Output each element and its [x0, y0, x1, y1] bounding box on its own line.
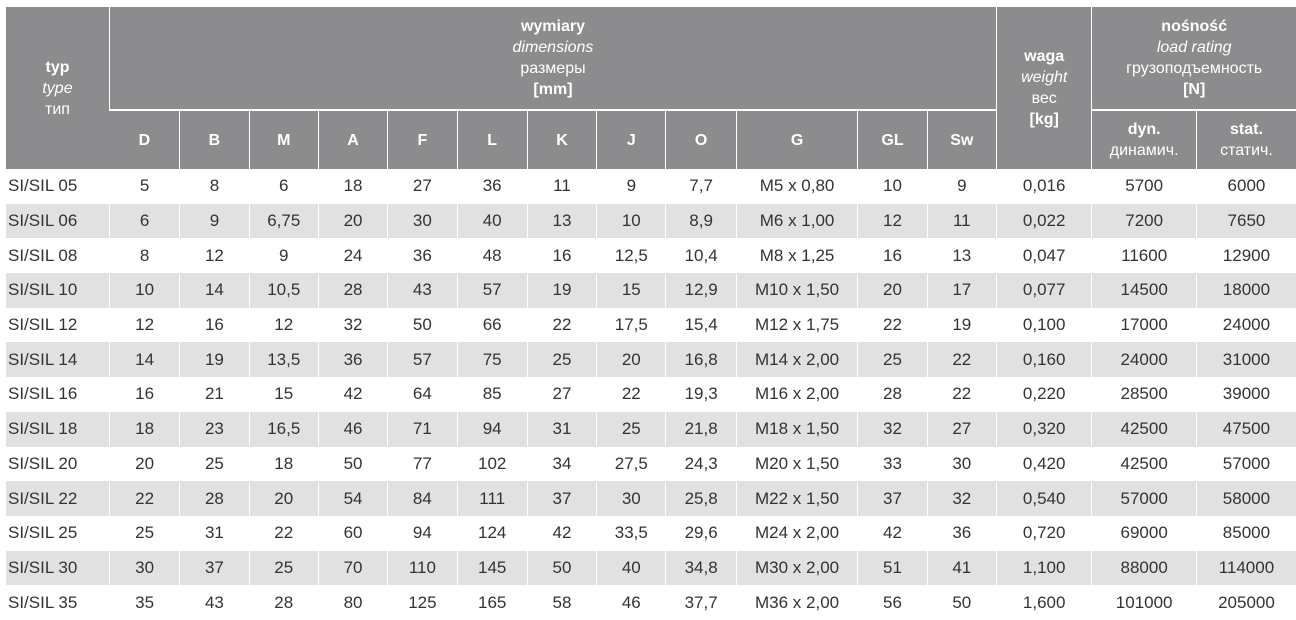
cell-D: 5 [109, 169, 179, 204]
cell-O: 34,8 [666, 551, 736, 586]
cell-F: 94 [388, 516, 457, 551]
cell-M: 20 [249, 481, 318, 516]
cell-A: 28 [318, 273, 387, 308]
cell-O: 24,3 [666, 447, 736, 482]
cell-J: 10 [597, 204, 666, 239]
cell-dyn: 42500 [1092, 447, 1196, 482]
cell-stat: 39000 [1196, 377, 1296, 412]
cell-O: 37,7 [666, 585, 736, 620]
cell-Sw: 22 [927, 342, 996, 377]
cell-K: 22 [527, 308, 596, 343]
cell-weight: 1,600 [996, 585, 1091, 620]
header-weight-unit: [kg] [1029, 111, 1059, 128]
cell-L: 75 [457, 342, 527, 377]
table-row [6, 273, 1296, 308]
cell-type: SI/SIL 25 [6, 516, 109, 551]
cell-K: 42 [527, 516, 596, 551]
cell-L: 111 [457, 481, 527, 516]
cell-D: 35 [109, 585, 179, 620]
cell-B: 21 [180, 377, 249, 412]
cell-L: 102 [457, 447, 527, 482]
header-load-pl: nośność [1161, 18, 1228, 35]
table-row [6, 204, 1296, 239]
cell-GL: 56 [858, 585, 927, 620]
cell-J: 12,5 [597, 238, 666, 273]
cell-Sw: 19 [927, 308, 996, 343]
table-row [6, 308, 1296, 343]
cell-B: 14 [180, 273, 249, 308]
cell-weight: 0,720 [996, 516, 1091, 551]
header-dimensions-pl: wymiary [520, 18, 585, 35]
cell-M: 10,5 [249, 273, 318, 308]
cell-stat: 12900 [1196, 238, 1296, 273]
cell-F: 43 [388, 273, 457, 308]
cell-GL: 20 [858, 273, 927, 308]
cell-GL: 25 [858, 342, 927, 377]
header-dimensions-en: dimensions [512, 39, 594, 56]
cell-A: 50 [318, 447, 387, 482]
cell-L: 94 [457, 412, 527, 447]
cell-L: 57 [457, 273, 527, 308]
cell-G: M10 x 1,50 [736, 273, 858, 308]
col-header-GL: GL [858, 110, 927, 169]
cell-D: 14 [109, 342, 179, 377]
cell-F: 57 [388, 342, 457, 377]
col-header-F: F [388, 110, 457, 169]
cell-G: M30 x 2,00 [736, 551, 858, 586]
cell-GL: 37 [858, 481, 927, 516]
cell-L: 48 [457, 238, 527, 273]
col-header-G: G [736, 110, 858, 169]
cell-stat: 85000 [1196, 516, 1296, 551]
cell-D: 12 [109, 308, 179, 343]
cell-L: 165 [457, 585, 527, 620]
cell-Sw: 30 [927, 447, 996, 482]
table-row [6, 169, 1296, 204]
cell-GL: 16 [858, 238, 927, 273]
cell-stat: 205000 [1196, 585, 1296, 620]
cell-A: 42 [318, 377, 387, 412]
cell-dyn: 28500 [1092, 377, 1196, 412]
cell-dyn: 14500 [1092, 273, 1196, 308]
table-row [6, 481, 1296, 516]
cell-stat: 57000 [1196, 447, 1296, 482]
cell-weight: 0,160 [996, 342, 1091, 377]
cell-type: SI/SIL 12 [6, 308, 109, 343]
cell-weight: 0,220 [996, 377, 1091, 412]
cell-Sw: 27 [927, 412, 996, 447]
cell-B: 23 [180, 412, 249, 447]
cell-G: M36 x 2,00 [736, 585, 858, 620]
col-header-K: K [527, 110, 596, 169]
cell-D: 18 [109, 412, 179, 447]
cell-type: SI/SIL 06 [6, 204, 109, 239]
cell-M: 12 [249, 308, 318, 343]
cell-weight: 0,047 [996, 238, 1091, 273]
cell-D: 20 [109, 447, 179, 482]
cell-K: 13 [527, 204, 596, 239]
cell-type: SI/SIL 35 [6, 585, 109, 620]
header-weight-en: weight [1021, 69, 1068, 86]
col-header-dyn-ru: динамич. [1109, 142, 1179, 159]
cell-Sw: 22 [927, 377, 996, 412]
cell-F: 71 [388, 412, 457, 447]
header-load [1092, 7, 1296, 110]
cell-D: 30 [109, 551, 179, 586]
header-weight-ru: вес [1031, 90, 1057, 107]
cell-Sw: 13 [927, 238, 996, 273]
col-header-J: J [597, 110, 666, 169]
cell-stat: 47500 [1196, 412, 1296, 447]
cell-GL: 12 [858, 204, 927, 239]
cell-type: SI/SIL 08 [6, 238, 109, 273]
col-header-B: B [180, 110, 249, 169]
cell-D: 22 [109, 481, 179, 516]
cell-L: 40 [457, 204, 527, 239]
col-header-D: D [109, 110, 179, 169]
cell-L: 145 [457, 551, 527, 586]
cell-A: 60 [318, 516, 387, 551]
cell-M: 16,5 [249, 412, 318, 447]
cell-B: 16 [180, 308, 249, 343]
col-header-Sw: Sw [927, 110, 996, 169]
col-header-L: L [457, 110, 527, 169]
header-type [6, 7, 109, 169]
cell-M: 22 [249, 516, 318, 551]
cell-F: 110 [388, 551, 457, 586]
cell-dyn: 11600 [1092, 238, 1196, 273]
cell-stat: 6000 [1196, 169, 1296, 204]
cell-J: 27,5 [597, 447, 666, 482]
cell-A: 32 [318, 308, 387, 343]
cell-J: 30 [597, 481, 666, 516]
cell-M: 18 [249, 447, 318, 482]
cell-F: 50 [388, 308, 457, 343]
table-row [6, 377, 1296, 412]
cell-O: 7,7 [666, 169, 736, 204]
cell-GL: 10 [858, 169, 927, 204]
cell-G: M14 x 2,00 [736, 342, 858, 377]
cell-M: 15 [249, 377, 318, 412]
cell-K: 19 [527, 273, 596, 308]
cell-J: 20 [597, 342, 666, 377]
cell-GL: 42 [858, 516, 927, 551]
cell-stat: 24000 [1196, 308, 1296, 343]
cell-Sw: 32 [927, 481, 996, 516]
cell-G: M16 x 2,00 [736, 377, 858, 412]
cell-type: SI/SIL 16 [6, 377, 109, 412]
cell-D: 25 [109, 516, 179, 551]
cell-dyn: 5700 [1092, 169, 1196, 204]
cell-O: 29,6 [666, 516, 736, 551]
spec-table [6, 7, 1296, 620]
cell-G: M24 x 2,00 [736, 516, 858, 551]
cell-J: 46 [597, 585, 666, 620]
cell-D: 10 [109, 273, 179, 308]
cell-B: 8 [180, 169, 249, 204]
table-row [6, 516, 1296, 551]
cell-J: 15 [597, 273, 666, 308]
cell-A: 46 [318, 412, 387, 447]
cell-M: 6,75 [249, 204, 318, 239]
cell-J: 33,5 [597, 516, 666, 551]
cell-L: 36 [457, 169, 527, 204]
cell-K: 37 [527, 481, 596, 516]
cell-dyn: 57000 [1092, 481, 1196, 516]
cell-weight: 1,100 [996, 551, 1091, 586]
cell-weight: 0,420 [996, 447, 1091, 482]
cell-L: 66 [457, 308, 527, 343]
header-dimensions [109, 7, 996, 110]
cell-J: 9 [597, 169, 666, 204]
cell-type: SI/SIL 20 [6, 447, 109, 482]
cell-K: 50 [527, 551, 596, 586]
cell-K: 27 [527, 377, 596, 412]
header-type-ru: тип [45, 100, 70, 118]
cell-F: 27 [388, 169, 457, 204]
cell-K: 16 [527, 238, 596, 273]
cell-weight: 0,077 [996, 273, 1091, 308]
cell-weight: 0,540 [996, 481, 1091, 516]
cell-K: 31 [527, 412, 596, 447]
cell-weight: 0,320 [996, 412, 1091, 447]
cell-K: 25 [527, 342, 596, 377]
cell-stat: 18000 [1196, 273, 1296, 308]
header-type-en: type [42, 79, 73, 97]
cell-G: M5 x 0,80 [736, 169, 858, 204]
cell-Sw: 36 [927, 516, 996, 551]
cell-A: 54 [318, 481, 387, 516]
cell-B: 37 [180, 551, 249, 586]
cell-J: 22 [597, 377, 666, 412]
cell-A: 36 [318, 342, 387, 377]
cell-B: 19 [180, 342, 249, 377]
cell-A: 18 [318, 169, 387, 204]
cell-dyn: 42500 [1092, 412, 1196, 447]
cell-O: 25,8 [666, 481, 736, 516]
cell-D: 8 [109, 238, 179, 273]
header-load-en: load rating [1156, 39, 1232, 56]
col-header-dyn-pl: dyn. [1127, 121, 1161, 138]
header-dimensions-unit: [mm] [533, 81, 573, 98]
cell-Sw: 11 [927, 204, 996, 239]
cell-F: 30 [388, 204, 457, 239]
header-dimensions-ru: размеры [520, 60, 586, 77]
col-header-dyn [1092, 110, 1196, 169]
col-header-A: A [318, 110, 387, 169]
cell-weight: 0,016 [996, 169, 1091, 204]
cell-GL: 32 [858, 412, 927, 447]
cell-A: 20 [318, 204, 387, 239]
cell-Sw: 17 [927, 273, 996, 308]
col-header-stat-pl: stat. [1229, 121, 1263, 138]
table-row [6, 447, 1296, 482]
cell-B: 43 [180, 585, 249, 620]
cell-K: 34 [527, 447, 596, 482]
cell-F: 36 [388, 238, 457, 273]
table-row [6, 238, 1296, 273]
table-row [6, 585, 1296, 620]
table-body [6, 169, 1296, 620]
cell-type: SI/SIL 10 [6, 273, 109, 308]
cell-GL: 33 [858, 447, 927, 482]
cell-M: 13,5 [249, 342, 318, 377]
cell-dyn: 17000 [1092, 308, 1196, 343]
cell-O: 21,8 [666, 412, 736, 447]
header-weight [996, 7, 1091, 169]
cell-L: 124 [457, 516, 527, 551]
cell-K: 58 [527, 585, 596, 620]
cell-G: M22 x 1,50 [736, 481, 858, 516]
cell-A: 24 [318, 238, 387, 273]
cell-type: SI/SIL 30 [6, 551, 109, 586]
cell-D: 6 [109, 204, 179, 239]
table-row [6, 342, 1296, 377]
header-load-ru: грузоподъемность [1126, 60, 1263, 77]
cell-G: M20 x 1,50 [736, 447, 858, 482]
cell-stat: 7650 [1196, 204, 1296, 239]
cell-B: 31 [180, 516, 249, 551]
cell-B: 28 [180, 481, 249, 516]
cell-F: 84 [388, 481, 457, 516]
cell-L: 85 [457, 377, 527, 412]
table-row [6, 412, 1296, 447]
cell-type: SI/SIL 05 [6, 169, 109, 204]
cell-F: 77 [388, 447, 457, 482]
cell-J: 40 [597, 551, 666, 586]
cell-stat: 31000 [1196, 342, 1296, 377]
col-header-O: O [666, 110, 736, 169]
cell-O: 12,9 [666, 273, 736, 308]
header-weight-pl: waga [1024, 48, 1065, 65]
cell-G: M8 x 1,25 [736, 238, 858, 273]
col-header-stat-ru: статич. [1220, 142, 1273, 159]
cell-weight: 0,022 [996, 204, 1091, 239]
col-header-stat [1196, 110, 1296, 169]
table-row [6, 551, 1296, 586]
cell-GL: 22 [858, 308, 927, 343]
cell-Sw: 41 [927, 551, 996, 586]
cell-dyn: 24000 [1092, 342, 1196, 377]
header-load-unit: [N] [1183, 81, 1206, 98]
cell-O: 19,3 [666, 377, 736, 412]
cell-D: 16 [109, 377, 179, 412]
cell-F: 64 [388, 377, 457, 412]
cell-stat: 58000 [1196, 481, 1296, 516]
cell-dyn: 69000 [1092, 516, 1196, 551]
header-type-pl: typ [45, 58, 70, 76]
cell-B: 12 [180, 238, 249, 273]
cell-stat: 114000 [1196, 551, 1296, 586]
cell-O: 10,4 [666, 238, 736, 273]
cell-GL: 51 [858, 551, 927, 586]
cell-M: 9 [249, 238, 318, 273]
cell-G: M18 x 1,50 [736, 412, 858, 447]
cell-G: M12 x 1,75 [736, 308, 858, 343]
cell-J: 25 [597, 412, 666, 447]
cell-O: 8,9 [666, 204, 736, 239]
cell-weight: 0,100 [996, 308, 1091, 343]
cell-A: 70 [318, 551, 387, 586]
cell-B: 25 [180, 447, 249, 482]
cell-M: 6 [249, 169, 318, 204]
cell-dyn: 101000 [1092, 585, 1196, 620]
cell-G: M6 x 1,00 [736, 204, 858, 239]
col-header-M: M [249, 110, 318, 169]
cell-dyn: 7200 [1092, 204, 1196, 239]
cell-B: 9 [180, 204, 249, 239]
cell-K: 11 [527, 169, 596, 204]
cell-GL: 28 [858, 377, 927, 412]
cell-type: SI/SIL 14 [6, 342, 109, 377]
cell-M: 25 [249, 551, 318, 586]
cell-A: 80 [318, 585, 387, 620]
cell-F: 125 [388, 585, 457, 620]
cell-J: 17,5 [597, 308, 666, 343]
cell-type: SI/SIL 22 [6, 481, 109, 516]
cell-Sw: 9 [927, 169, 996, 204]
cell-M: 28 [249, 585, 318, 620]
cell-Sw: 50 [927, 585, 996, 620]
cell-dyn: 88000 [1092, 551, 1196, 586]
cell-O: 15,4 [666, 308, 736, 343]
cell-O: 16,8 [666, 342, 736, 377]
cell-type: SI/SIL 18 [6, 412, 109, 447]
